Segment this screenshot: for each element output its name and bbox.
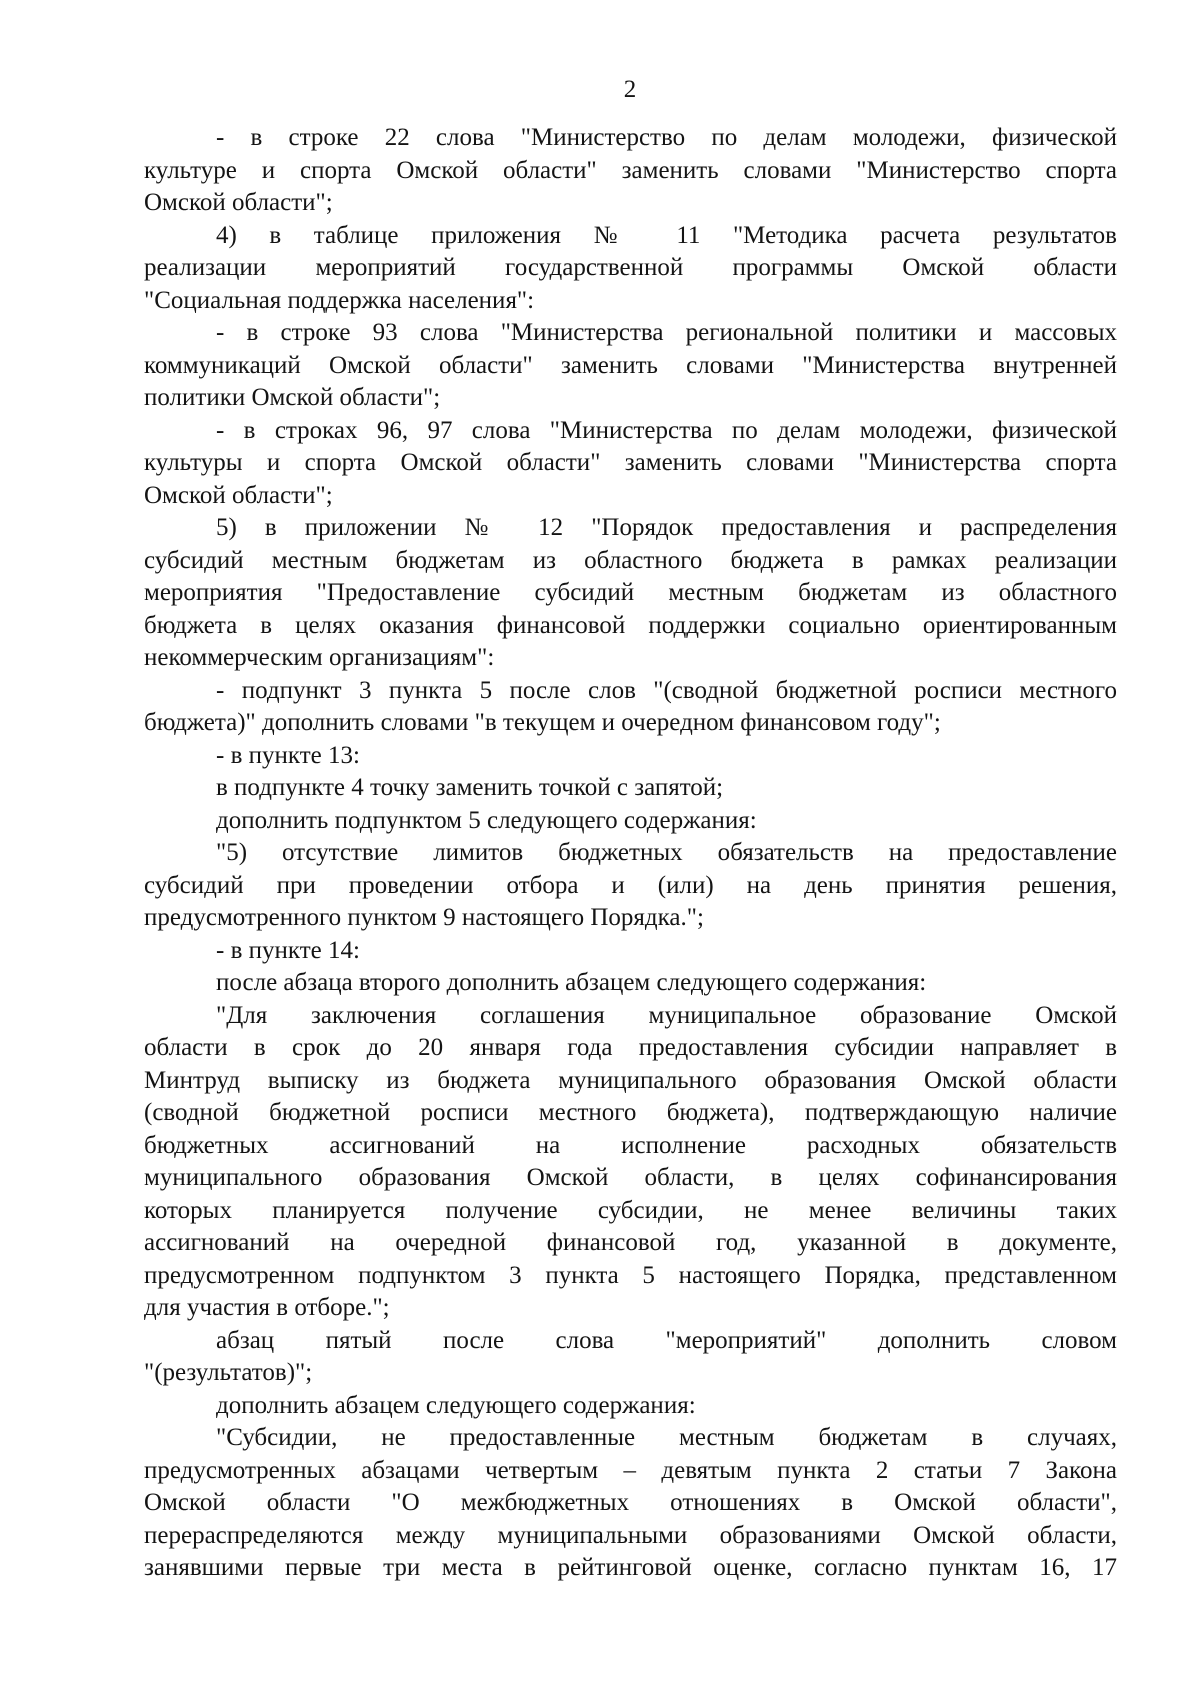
paragraph <box>144 675 1117 740</box>
text-line: "Субсидии, не предоставленные местным бюджетам в случаях, <box>216 1424 1117 1451</box>
paragraph <box>144 1000 1117 1325</box>
text-line: Омской области"; <box>144 481 333 509</box>
text-line: которых планируется получение субсидии, не менее величины таких <box>144 1196 1117 1224</box>
text-line: культуре и спорта Омской области" заменить словами "Министерство спорта <box>144 156 1117 184</box>
text-line: - подпункт 3 пункта 5 после слов "(сводной бюджетной росписи местного <box>216 676 1117 704</box>
text-line: области в срок до 20 января года предоставления субсидии направляет в <box>144 1034 1117 1061</box>
text-line: 4) в таблице приложения № 11 "Методика расчета результатов <box>216 221 1117 249</box>
paragraph <box>144 220 1117 318</box>
text-line: абзац пятый после слова "мероприятий" дополнить словом <box>216 1326 1117 1354</box>
paragraph <box>144 740 1117 773</box>
paragraph <box>144 1325 1117 1390</box>
paragraph <box>144 772 1117 805</box>
paragraph <box>144 935 1117 968</box>
text-line: - в строке 93 слова "Министерства региональной политики и массовых <box>216 319 1117 346</box>
paragraph <box>144 805 1117 838</box>
text-line: после абзаца второго дополнить абзацем следующего содержания: <box>216 969 927 996</box>
text-line: занявшими первые три места в рейтинговой оценке, согласно пунктам 16, 17 <box>144 1554 1117 1581</box>
text-line: - в пункте 14: <box>216 936 360 964</box>
paragraph <box>144 512 1117 675</box>
text-line: "5) отсутствие лимитов бюджетных обязательств на предоставление <box>216 839 1117 866</box>
paragraph <box>144 1422 1117 1585</box>
paragraph <box>144 317 1117 415</box>
text-line: политики Омской области"; <box>144 384 441 411</box>
text-line: ассигнований на очередной финансовой год, указанной в документе, <box>144 1229 1117 1256</box>
text-line: бюджетных ассигнований на исполнение расходных обязательств <box>144 1131 1117 1159</box>
text-line: "Для заключения соглашения муниципальное образование Омской <box>216 1001 1117 1029</box>
document-text <box>144 122 1117 1585</box>
text-line: предусмотренном подпунктом 3 пункта 5 настоящего Порядка, представленном <box>144 1261 1117 1289</box>
text-line: бюджета)" дополнить словами "в текущем и очередном финансовом году"; <box>144 709 941 736</box>
text-line: 5) в приложении № 12 "Порядок предоставления и распределения <box>216 514 1117 541</box>
text-line: "(результатов)"; <box>144 1359 313 1386</box>
text-line: - в строке 22 слова "Министерство по делам молодежи, физической <box>216 124 1117 151</box>
paragraph <box>144 1390 1117 1423</box>
page-number: 2 <box>623 76 637 103</box>
text-line: субсидий при проведении отбора и (или) на день принятия решения, <box>144 871 1117 899</box>
text-line: "Социальная поддержка населения": <box>144 286 535 314</box>
text-line: реализации мероприятий государственной программы Омской области <box>144 254 1117 281</box>
text-line: бюджета в целях оказания финансовой поддержки социально ориентированным <box>144 611 1117 639</box>
text-line: в подпункте 4 точку заменить точкой с запятой; <box>216 774 724 801</box>
text-line: Омской области "О межбюджетных отношениях в Омской области", <box>144 1489 1117 1516</box>
paragraph <box>144 122 1117 220</box>
text-line: предусмотренного пунктом 9 настоящего Порядка."; <box>144 904 704 931</box>
text-line: некоммерческим организациям": <box>144 644 495 671</box>
text-line: субсидий местным бюджетам из областного бюджета в рамках реализации <box>144 546 1117 574</box>
text-line: муниципального образования Омской области, в целях софинансирования <box>144 1164 1117 1191</box>
text-line: дополнить абзацем следующего содержания: <box>216 1391 696 1419</box>
paragraph <box>144 837 1117 935</box>
text-line: - в строках 96, 97 слова "Министерства по делам молодежи, физической <box>216 416 1117 444</box>
paragraph <box>144 415 1117 513</box>
text-line: Минтруд выписку из бюджета муниципального образования Омской области <box>144 1066 1117 1094</box>
text-line: предусмотренных абзацами четвертым – девятым пункта 2 статьи 7 Закона <box>144 1456 1117 1484</box>
text-line: - в пункте 13: <box>216 741 360 769</box>
paragraph <box>144 967 1117 1000</box>
text-line: коммуникаций Омской области" заменить словами "Министерства внутренней <box>144 351 1117 379</box>
text-line: дополнить подпунктом 5 следующего содержания: <box>216 806 757 834</box>
text-line: перераспределяются между муниципальными образованиями Омской области, <box>144 1521 1117 1549</box>
text-line: (сводной бюджетной росписи местного бюджета), подтверждающую наличие <box>144 1099 1117 1126</box>
text-line: Омской области"; <box>144 189 333 216</box>
text-line: культуры и спорта Омской области" заменить словами "Министерства спорта <box>144 449 1117 476</box>
text-line: для участия в отборе."; <box>144 1294 390 1321</box>
text-line: мероприятия "Предоставление субсидий местным бюджетам из областного <box>144 579 1117 606</box>
